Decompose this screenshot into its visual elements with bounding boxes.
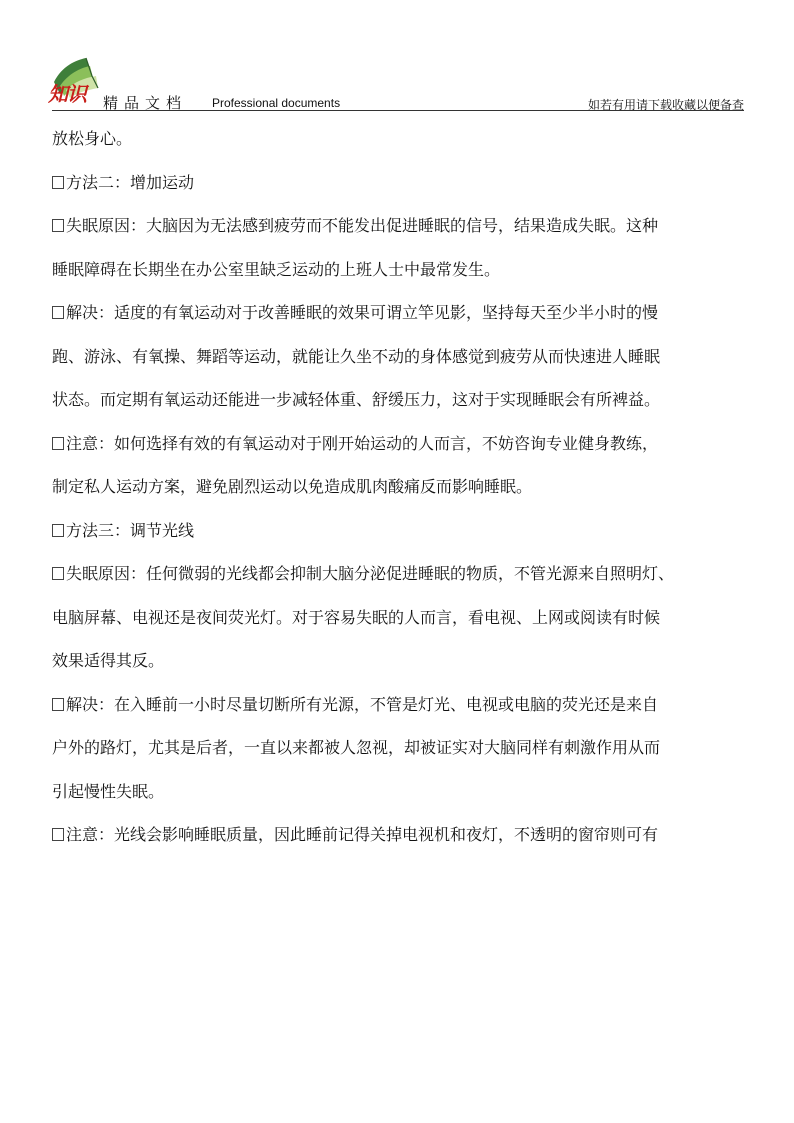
- bullet-box-icon: [52, 567, 64, 580]
- text-line-content: 引起慢性失眠。: [52, 781, 165, 801]
- text-line-content: 失眠原因：任何微弱的光线都会抑制大脑分泌促进睡眠的物质，不管光源来自照明灯、: [66, 564, 675, 583]
- text-line-content: 效果适得其反。: [52, 651, 165, 670]
- text-line: [52, 688, 772, 732]
- bullet-box-icon: [52, 437, 64, 450]
- text-line-content: 解决：在入睡前一小时尽量切断所有光源，不管是灯光、电视或电脑的荧光还是来自: [66, 694, 659, 714]
- text-line-content: 方法二：增加运动: [66, 172, 195, 192]
- text-line: [52, 775, 772, 819]
- logo-lettering: 知识: [48, 82, 86, 106]
- text-line-content: 睡眠障碍在长期坐在办公室里缺乏运动的上班人士中最常发生。: [52, 259, 501, 279]
- text-line-content: 放松身心。: [52, 129, 133, 148]
- brand-subtitle: Professional documents: [212, 96, 341, 110]
- text-line: [52, 601, 772, 645]
- bullet-box-icon: [52, 219, 64, 232]
- text-line-content: 方法三：调节光线: [66, 520, 195, 540]
- text-line: [52, 209, 772, 253]
- text-line: [52, 383, 772, 427]
- text-line-content: 解决：适度的有氧运动对于改善睡眠的效果可谓立竿见影，坚持每天至少半小时的慢: [66, 303, 659, 322]
- text-line: [52, 253, 772, 297]
- text-line-content: 注意：光线会影响睡眠质量，因此睡前记得关掉电视机和夜灯，不透明的窗帘则可有: [66, 825, 659, 844]
- text-line: [52, 644, 772, 688]
- text-line: [52, 296, 772, 340]
- brand-title: 精品文档: [103, 94, 188, 112]
- bullet-box-icon: [52, 524, 64, 537]
- text-line: [52, 557, 772, 601]
- text-line: [52, 122, 772, 166]
- text-line: [52, 731, 772, 775]
- text-line: [52, 427, 772, 471]
- text-line-content: 制定私人运动方案，避免剧烈运动以免造成肌肉酸痛反而影响睡眠。: [52, 477, 533, 496]
- bullet-box-icon: [52, 176, 64, 189]
- text-line: [52, 340, 772, 384]
- header-divider: [52, 110, 744, 111]
- text-line-content: 注意：如何选择有效的有氧运动对于刚开始运动的人而言，不妨咨询专业健身教练，: [66, 433, 659, 453]
- bullet-box-icon: [52, 698, 64, 711]
- bullet-box-icon: [52, 828, 64, 841]
- header-note: 如若有用请下载收藏以便备查: [587, 98, 744, 112]
- text-line-content: 跑、游泳、有氧操、舞蹈等运动，就能让久坐不动的身体感觉到疲劳从而快速进人睡眠: [52, 346, 661, 366]
- text-line: [52, 166, 772, 210]
- text-line-content: 状态。而定期有氧运动还能进一步减轻体重、舒缓压力，这对于实现睡眠会有所裨益。: [52, 390, 661, 409]
- text-line-content: 电脑屏幕、电视还是夜间荧光灯。对于容易失眠的人而言，看电视、上网或阅读有时候: [52, 607, 661, 627]
- bullet-box-icon: [52, 306, 64, 319]
- text-line: [52, 818, 772, 862]
- page-header: [0, 0, 794, 112]
- text-line: [52, 470, 772, 514]
- document-body: [52, 122, 772, 862]
- text-line-content: 失眠原因：大脑因为无法感到疲劳而不能发出促进睡眠的信号，结果造成失眠。这种: [66, 216, 659, 235]
- text-line: [52, 514, 772, 558]
- text-line-content: 户外的路灯，尤其是后者，一直以来都被人忽视，却被证实对大脑同样有刺激作用从而: [52, 738, 661, 757]
